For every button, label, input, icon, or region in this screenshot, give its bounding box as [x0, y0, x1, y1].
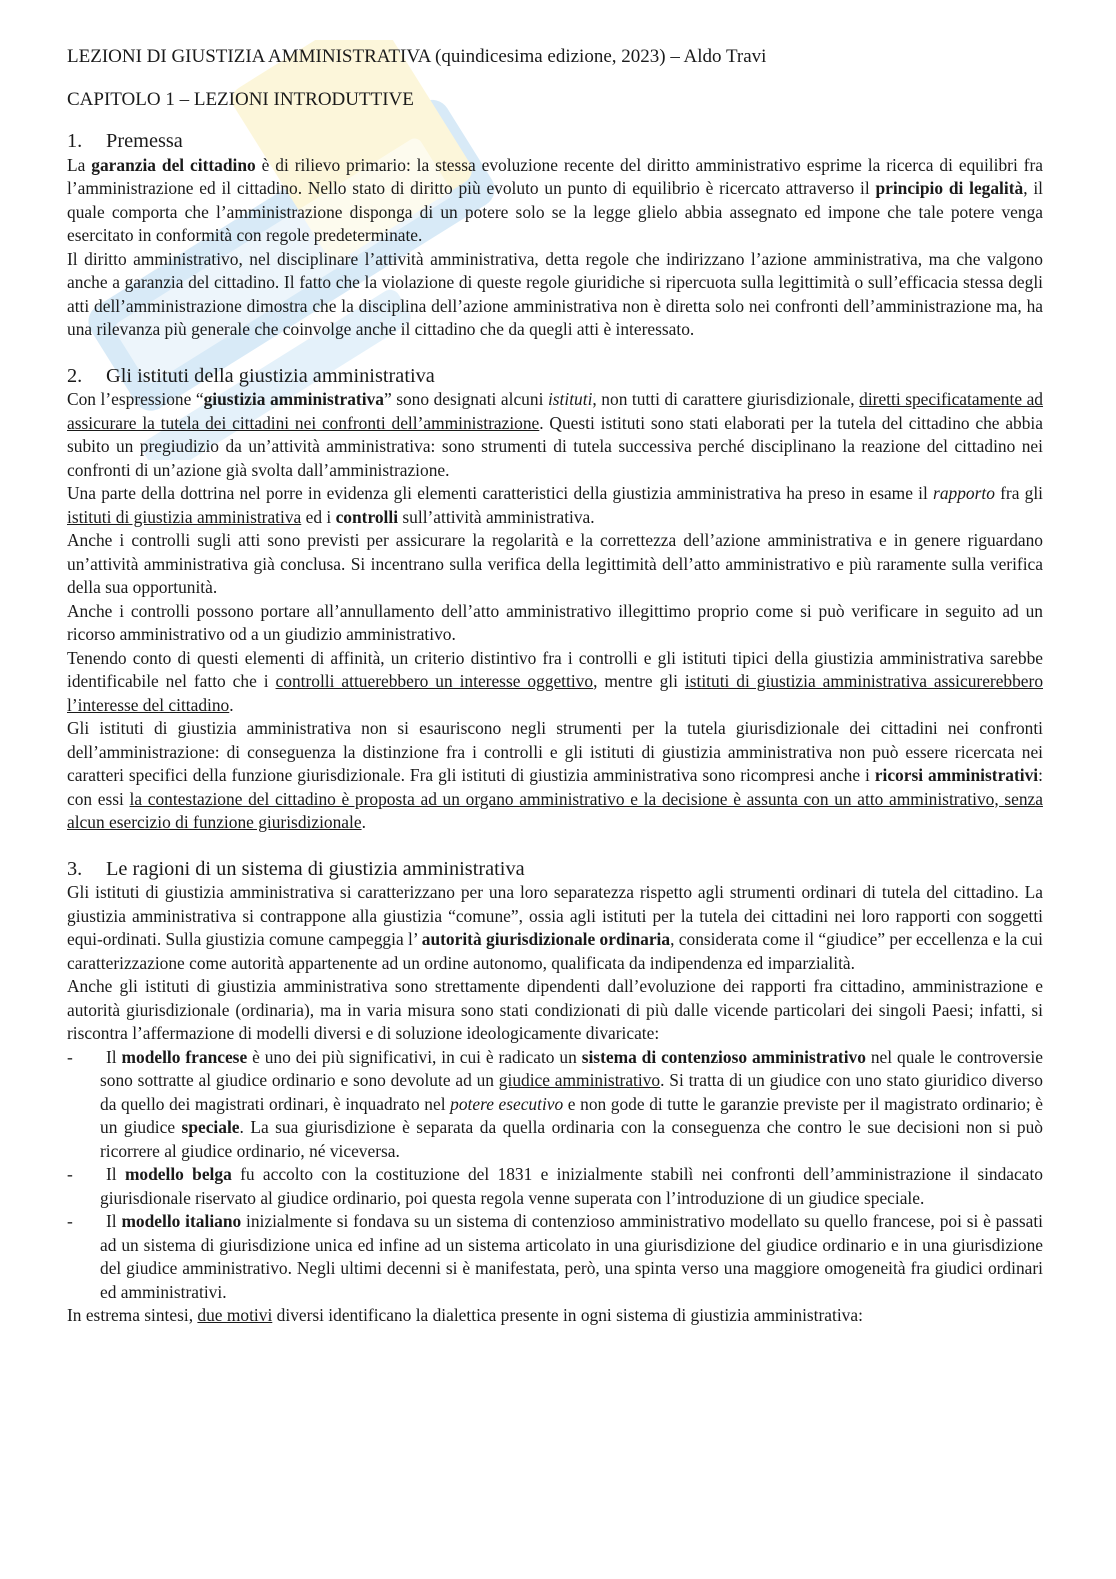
section-heading — [67, 365, 1043, 389]
section-title: Premessa — [106, 130, 183, 152]
document-title: LEZIONI DI GIUSTIZIA AMMINISTRATIVA (quindicesima edizione, 2023) – Aldo Travi — [67, 46, 767, 67]
list-item: - Il modello belga fu accolto con la costituzione del 1831 e inizialmente stabilì nei confronti dell’amministrazione il sindacato giurisdionale riservato al giudice ordinario, poi questa regola venne superata con l’introduzione di un giudice speciale. — [67, 1164, 1043, 1208]
document-page — [67, 44, 1043, 1328]
paragraph: Una parte della dottrina nel porre in evidenza gli elementi caratteristici della giustizia amministrativa ha preso in esame il rapporto fra gli istituti di giustizia amministrativa ed i controlli sull’attività amministrativa. — [67, 483, 1043, 527]
section-heading — [67, 858, 1043, 882]
paragraph: Anche i controlli sugli atti sono previsti per assicurare la regolarità e la correttezza dell’azione amministrativa e in genere riguardano un’attività amministrativa già conclusa. Si incentrano sulla verifica della legittimità dell’atto amministrativo e più raramente sulla verifica della sua opportunità. — [67, 530, 1043, 597]
section-heading — [67, 130, 1043, 154]
section-number: 3. — [67, 857, 83, 880]
paragraph: Con l’espressione “giustizia amministrativa” sono designati alcuni istituti, non tutti di carattere giurisdizionale, diretti specificatamente ad assicurare la tutela dei cittadini nei confronti dell’amministrazione. Questi istituti sono stati elaborati per la tutela del cittadino che abbia subito un pregiudizio da un’attività amministrativa: sono strumenti di tutela successiva perché disciplinano la reazione del cittadino nei confronti di un’azione già svolta dall’amministrazione. — [67, 389, 1044, 480]
section-1 — [67, 130, 1043, 342]
paragraph: La garanzia del cittadino è di rilievo primario: la stessa evoluzione recente del diritto amministrativo esprime la ricerca di equilibri fra l’amministrazione ed il cittadino. Nello stato di diritto più evoluto un punto di equilibrio è ricercato attraverso il principio di legalità, il quale comporta che l’amministrazione disponga di un potere solo se la legge glielo abbia assegnato ed impone che tale potere venga esercitato in conformità con regole predeterminate. — [67, 154, 1043, 245]
chapter-title: CAPITOLO 1 – LEZIONI INTRODUTTIVE — [67, 89, 414, 110]
list-dash: - — [67, 1164, 73, 1184]
list-item: - Il modello italiano inizialmente si fondava su un sistema di contenzioso amministrativo modellato su quello francese, poi si è passati ad un sistema di giurisdizione unica ed infine ad un sistema articolato in una giurisdizione del giudice ordinario e in una giurisdizione del giudice amministrativo. Negli ultimi decenni si è manifestata, però, una spinta verso una maggiore omogeneità fra giudici ordinari ed amministrativi. — [67, 1211, 1043, 1302]
list-dash: - — [67, 1211, 73, 1231]
list-dash: - — [67, 1046, 73, 1067]
section-number: 1. — [67, 130, 83, 152]
section-number: 2. — [67, 364, 83, 387]
section-title: Le ragioni di un sistema di giustizia amministrativa — [106, 857, 525, 880]
paragraph: Gli istituti di giustizia amministrativa non si esauriscono negli strumenti per la tutela giurisdizionale dei cittadini nei confronti dell’amministrazione: di conseguenza la distinzione fra i controlli e gli istituti di giustizia amministrativa non può essere ricercata nei caratteri specifici della funzione giurisdizionale. Fra gli istituti di giustizia amministrativa sono ricompresi anche i ricorsi amministrativi: con essi la contestazione del cittadino è proposta ad un organo amministrativo e la decisione è assunta con un atto amministrativo, senza alcun esercizio di funzione giurisdizionale. — [67, 718, 1043, 832]
paragraph: Il diritto amministrativo, nel disciplinare l’attività amministrativa, detta regole che indirizzano l’azione amministrativa, ma che valgono anche a garanzia del cittadino. Il fatto che la violazione di queste regole giuridiche si ripercuota sulla legittimità o sull’efficacia stessa degli atti dell’amministrazione dimostra che la disciplina dell’azione amministrativa non è diretta solo nei confronti dell’amministrazione ma, ha una rilevanza più generale che coinvolge anche il cittadino che da quegli atti è interessato. — [67, 248, 1043, 339]
models-list — [67, 1046, 1043, 1305]
paragraph: Anche gli istituti di giustizia amministrativa sono strettamente dipendenti dall’evoluzione dei rapporti fra cittadino, amministrazione e autorità giurisdizionale (ordinaria), ma in varia misura sono stati condizionati di più dalle vicende particolari dei singoli Paesi; infatti, si riscontra l’affermazione di modelli diversi e di soluzione ideologicamente divaricate: — [67, 976, 1043, 1043]
paragraph: Tenendo conto di questi elementi di affinità, un criterio distintivo fra i controlli e gli istituti tipici della giustizia amministrativa sarebbe identificabile nel fatto che i controlli attuerebbero un interesse oggettivo, mentre gli istituti di giustizia amministrativa assicurerebbero l’interesse del cittadino. — [67, 647, 1044, 715]
paragraph-closing: In estrema sintesi, due motivi diversi identificano la dialettica presente in ogni sistema di giustizia amministrativa: — [67, 1305, 863, 1325]
paragraph: Gli istituti di giustizia amministrativa si caratterizzano per una loro separatezza rispetto agli strumenti ordinari di tutela del cittadino. La giustizia amministrativa si contrappone alla giustizia “comune”, ossia agli istituti per la tutela dei cittadini nei loro rapporti con soggetti equi-ordinati. Sulla giustizia comune campeggia l’ autorità giurisdizionale ordinaria, considerata come il “giudice” per eccellenza e la cui caratterizzazione come autorità appartenente ad un ordine autonomo, qualificata da indipendenza ed imparzialità. — [67, 882, 1043, 973]
section-3 — [67, 858, 1043, 1328]
list-item: - Il modello francese è uno dei più significativi, in cui è radicato un sistema di contenzioso amministrativo nel quale le controversie sono sottratte al giudice ordinario e sono devolute ad un giudice amministrativo. Si tratta di un giudice con uno stato giuridico diverso da quello dei magistrati ordinari, è inquadrato nel potere esecutivo e non gode di tutte le garanzie previste per il magistrato ordinario; è un giudice speciale. La sua giurisdizione è separata da quella ordinaria con la conseguenza che contro le sue decisioni non si può ricorrere al giudice ordinario, né viceversa. — [67, 1046, 1044, 1161]
paragraph: Anche i controlli possono portare all’annullamento dell’atto amministrativo illegittimo proprio come si può verificare in seguito ad un ricorso amministrativo od a un giudizio amministrativo. — [67, 600, 1043, 644]
section-title: Gli istituti della giustizia amministrativa — [106, 364, 435, 387]
section-2 — [67, 365, 1043, 835]
